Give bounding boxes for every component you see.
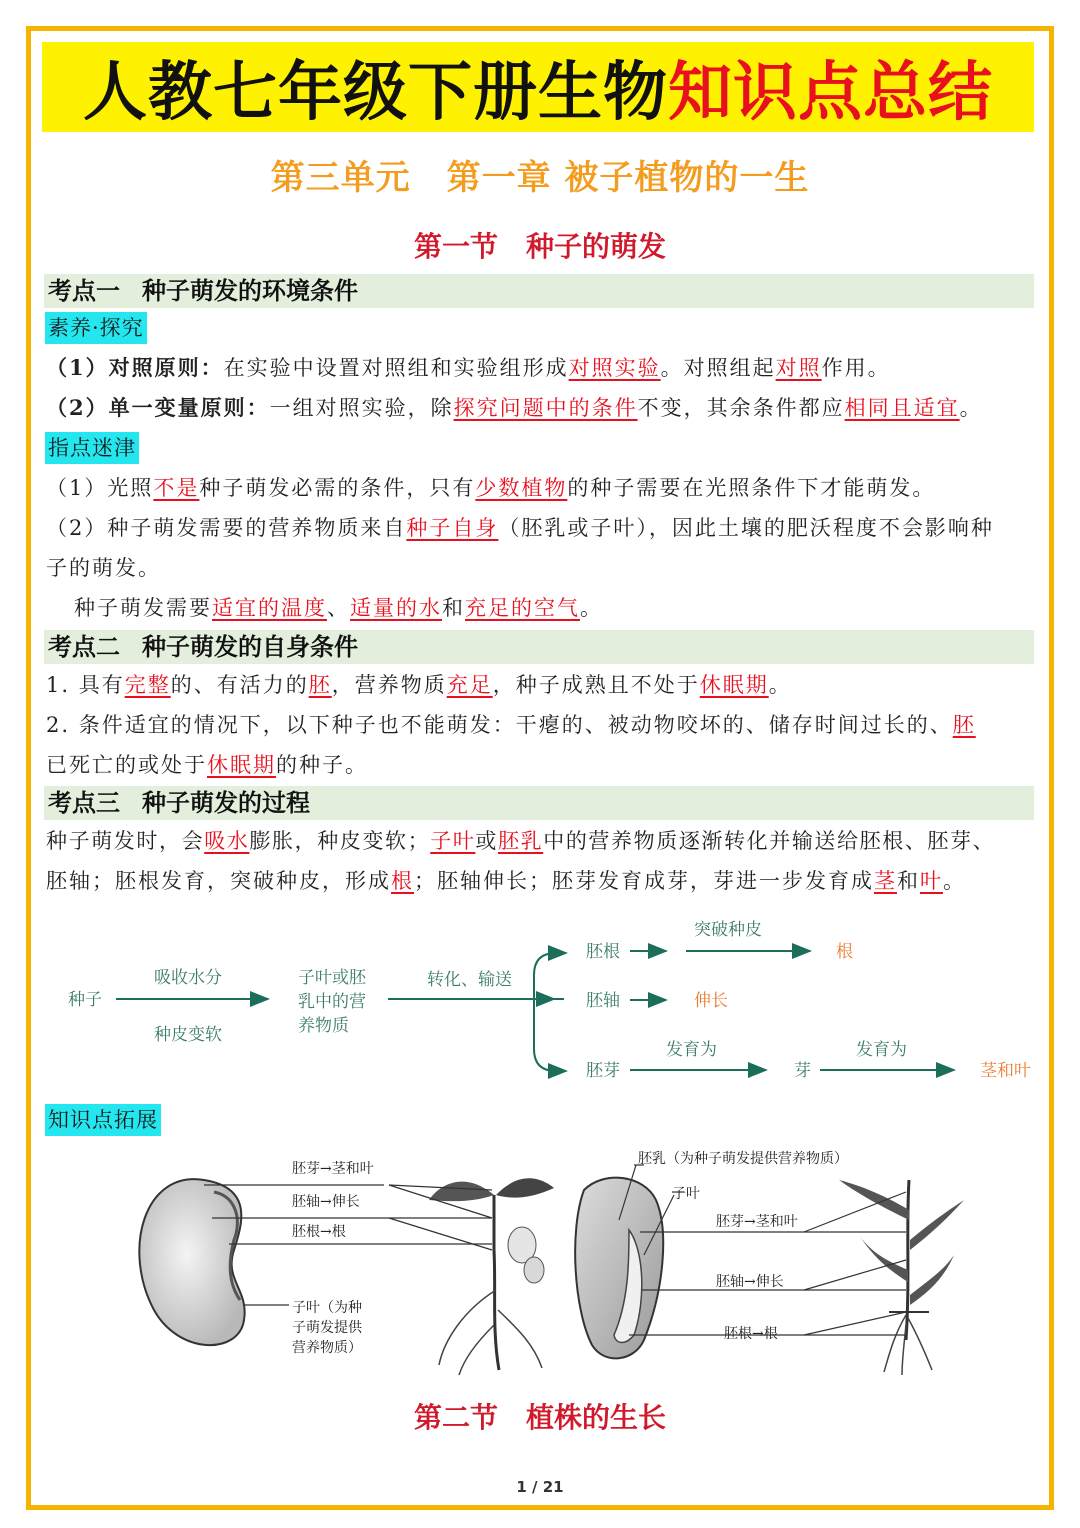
section2-title	[0, 1396, 1080, 1436]
flow-develop2: 发育为	[856, 1040, 907, 1059]
kp2-l1-text4: ，种子成熟且不处于	[492, 673, 700, 697]
kp1-l6-sep1: 、	[327, 596, 350, 620]
kp2-l1-key4: 休眠期	[699, 673, 769, 697]
corn-label-cotyledon: 子叶	[672, 1186, 700, 1202]
kp1-line2	[46, 393, 1036, 423]
kp1-l3-text3: 的种子需要在光照条件下才能萌发。	[567, 476, 936, 500]
kp2-l2-text: 2. 条件适宜的情况下，以下种子也不能萌发：干瘪的、被动物咬坏的、储存时间过长的、	[46, 713, 953, 737]
flow-stem-leaf: 茎和叶	[980, 1061, 1031, 1080]
kp2-line3	[46, 750, 1036, 780]
page-number: 1 / 21	[516, 1478, 564, 1496]
corn-label-endosperm: 胚乳（为种子萌发提供营养物质）	[638, 1151, 848, 1167]
kp1-line4	[46, 513, 1036, 543]
kp2-l1-text: 1. 具有	[46, 673, 125, 697]
corn-leaves	[839, 1180, 964, 1305]
kp1-l2-label: （2）单一变量原则：	[46, 395, 270, 420]
bean-label-cotyledon-2: 子萌发提供	[292, 1320, 362, 1336]
kp1-l6-key2: 适量的水	[350, 596, 442, 620]
flow-extend: 伸长	[694, 991, 728, 1010]
bean-label-radicle: 胚根→根	[292, 1224, 346, 1240]
flow-hypocotyl: 胚轴	[586, 991, 620, 1010]
flow-transform: 转化、输送	[427, 970, 512, 989]
kp1-l6-key3: 充足的空气	[465, 596, 580, 620]
corn-label-radicle: 胚根→根	[724, 1326, 778, 1342]
tag-tips: 指点迷津	[45, 432, 139, 464]
kp3-line2	[46, 866, 1036, 896]
title-black: 人教七年级下册生物	[83, 56, 668, 130]
section1-num: 第一节	[413, 230, 498, 263]
section2-name: 植株的生长	[526, 1401, 667, 1434]
kp3-l2-text: 胚轴；胚根发育，突破种皮，形成	[46, 869, 391, 893]
kp3-l1-text4: 中的营养物质逐渐转化并输送给胚根、胚芽、	[543, 829, 996, 853]
bean-label-cotyledon-1: 子叶（为种	[292, 1300, 362, 1316]
kp2-l1-key2: 胚	[308, 673, 332, 697]
kp1-l3-text: （1）光照	[46, 476, 154, 500]
flow-develop1: 发育为	[666, 1040, 717, 1059]
kp1-l6-key1: 适宜的温度	[212, 596, 327, 620]
kp1-l6-text: 种子萌发需要	[74, 596, 212, 620]
kp3-l1-key1: 吸水	[204, 829, 250, 853]
kp3-l2-key2: 茎	[874, 869, 897, 893]
kp1-l1-text2: 。对照组起	[660, 356, 776, 380]
flow-plumule: 胚芽	[586, 1061, 620, 1080]
kp1-l2-text: 一组对照实验，除	[269, 396, 454, 420]
title-red: 知识点总结	[668, 56, 993, 130]
corn-label-plumule: 胚芽→茎和叶	[716, 1214, 798, 1230]
kp2-line1	[46, 670, 1036, 700]
kp1-l3-key1: 不是	[153, 476, 200, 500]
section1-name: 种子的萌发	[526, 230, 667, 263]
kp1-l3-text2: 种子萌发必需的条件，只有	[199, 476, 476, 500]
kp3-l2-key1: 根	[391, 869, 414, 893]
page-title	[42, 42, 1034, 132]
kp3-l2-end: 。	[943, 869, 966, 893]
kp2-l1-end: 。	[768, 673, 792, 697]
bean-label-plumule: 胚芽→茎和叶	[292, 1161, 374, 1177]
kp2-l3-key1: 休眠期	[207, 753, 276, 777]
kp1-l3-key2: 少数植物	[475, 476, 568, 500]
flow-radicle: 胚根	[586, 942, 620, 961]
bean-label-hypocotyl: 胚轴→伸长	[292, 1194, 360, 1210]
kp1-heading	[44, 274, 1034, 308]
kp2-num: 考点二	[48, 632, 120, 661]
tag-literacy: 素养·探究	[45, 312, 147, 344]
kp1-l6-end: 。	[580, 596, 603, 620]
kp1-line5: 子的萌发。	[46, 556, 161, 580]
kp3-l2-text3: 和	[897, 869, 920, 893]
kp3-line1	[46, 826, 1036, 856]
kp1-l2-text3: 。	[959, 396, 983, 420]
kp2-name: 种子萌发的自身条件	[142, 632, 358, 661]
kp1-line6	[46, 593, 1036, 623]
kp3-heading	[44, 786, 1034, 820]
kp1-l4-key1: 种子自身	[406, 516, 499, 540]
kp3-l1-text3: 或	[475, 829, 499, 853]
kp2-heading	[44, 630, 1034, 664]
kp1-line1	[46, 353, 1036, 383]
flow-soften: 种皮变软	[154, 1025, 222, 1044]
flow-seed: 种子	[68, 990, 102, 1009]
unit-part2: 第一章 被子植物的一生	[446, 158, 810, 198]
flow-nutrient-2: 乳中的营	[298, 992, 366, 1011]
flow-absorb: 吸收水分	[154, 968, 222, 987]
germination-flow-diagram	[44, 915, 1036, 1095]
kp1-l1-key2: 对照	[775, 356, 822, 380]
kp2-l2-key1: 胚	[952, 713, 976, 737]
corn-label-hypocotyl: 胚轴→伸长	[716, 1274, 784, 1290]
unit-title	[0, 150, 1080, 199]
kp1-l4-text: （2）种子萌发需要的营养物质来自	[46, 516, 407, 540]
kp2-l1-key1: 完整	[124, 673, 171, 697]
kp1-num: 考点一	[48, 276, 120, 305]
kp2-l3-text: 已死亡的或处于	[46, 753, 207, 777]
flow-bud: 芽	[794, 1061, 811, 1080]
kp1-l4-text2: （胚乳或子叶），因此土壤的肥沃程度不会影响种	[498, 516, 994, 540]
kp1-l2-text2: 不变，其余条件都应	[637, 396, 845, 420]
section1-title	[0, 225, 1080, 265]
unit-part1: 第三单元	[270, 158, 411, 198]
flow-nutrient-1: 子叶或胚	[298, 968, 366, 987]
kp3-l1-text2: 膨胀，种皮变软；	[249, 829, 431, 853]
kp1-l2-key1: 探究问题中的条件	[453, 396, 638, 420]
flow-root: 根	[836, 942, 853, 961]
kp1-l1-text3: 作用。	[821, 356, 891, 380]
flow-nutrient-3: 养物质	[298, 1016, 349, 1035]
kp2-l1-text3: ，营养物质	[331, 673, 447, 697]
kp3-l1-key2: 子叶	[430, 829, 476, 853]
kp2-l1-text2: 的、有活力的	[170, 673, 309, 697]
kp2-l3-end: 的种子。	[276, 753, 368, 777]
kp1-l1-text: 在实验中设置对照组和实验组形成	[223, 356, 569, 380]
bean-leaf-right	[496, 1178, 554, 1197]
section2-num: 第二节	[413, 1401, 498, 1434]
kp1-l2-key2: 相同且适宜	[844, 396, 960, 420]
kp1-name: 种子萌发的环境条件	[142, 276, 358, 305]
flow-break: 突破种皮	[694, 920, 762, 939]
kp3-name: 种子萌发的过程	[142, 788, 310, 817]
bean-cotyledon-2	[524, 1257, 544, 1283]
kp2-line2	[46, 710, 1036, 740]
kp2-l1-key3: 充足	[446, 673, 493, 697]
kp3-l1-key3: 胚乳	[498, 829, 544, 853]
kp3-l2-key3: 叶	[920, 869, 943, 893]
kp3-num: 考点三	[48, 788, 120, 817]
seed-structure-figure	[44, 1140, 1036, 1380]
bean-roots	[439, 1290, 542, 1375]
kp1-l6-sep2: 和	[442, 596, 465, 620]
kp1-l1-key1: 对照实验	[568, 356, 661, 380]
flow-bracket	[534, 953, 556, 1071]
kp3-l1-text: 种子萌发时，会	[46, 829, 205, 853]
bean-label-cotyledon-3: 营养物质）	[292, 1340, 362, 1356]
bean-leaf-left	[429, 1182, 494, 1202]
kp3-l2-text2: ；胚轴伸长；胚芽发育成芽，芽进一步发育成	[414, 869, 874, 893]
kp1-line3	[46, 473, 1036, 503]
tag-extension: 知识点拓展	[45, 1104, 161, 1136]
corn-seedling-stem	[906, 1180, 909, 1340]
kp1-l1-label: （1）对照原则：	[46, 355, 224, 380]
